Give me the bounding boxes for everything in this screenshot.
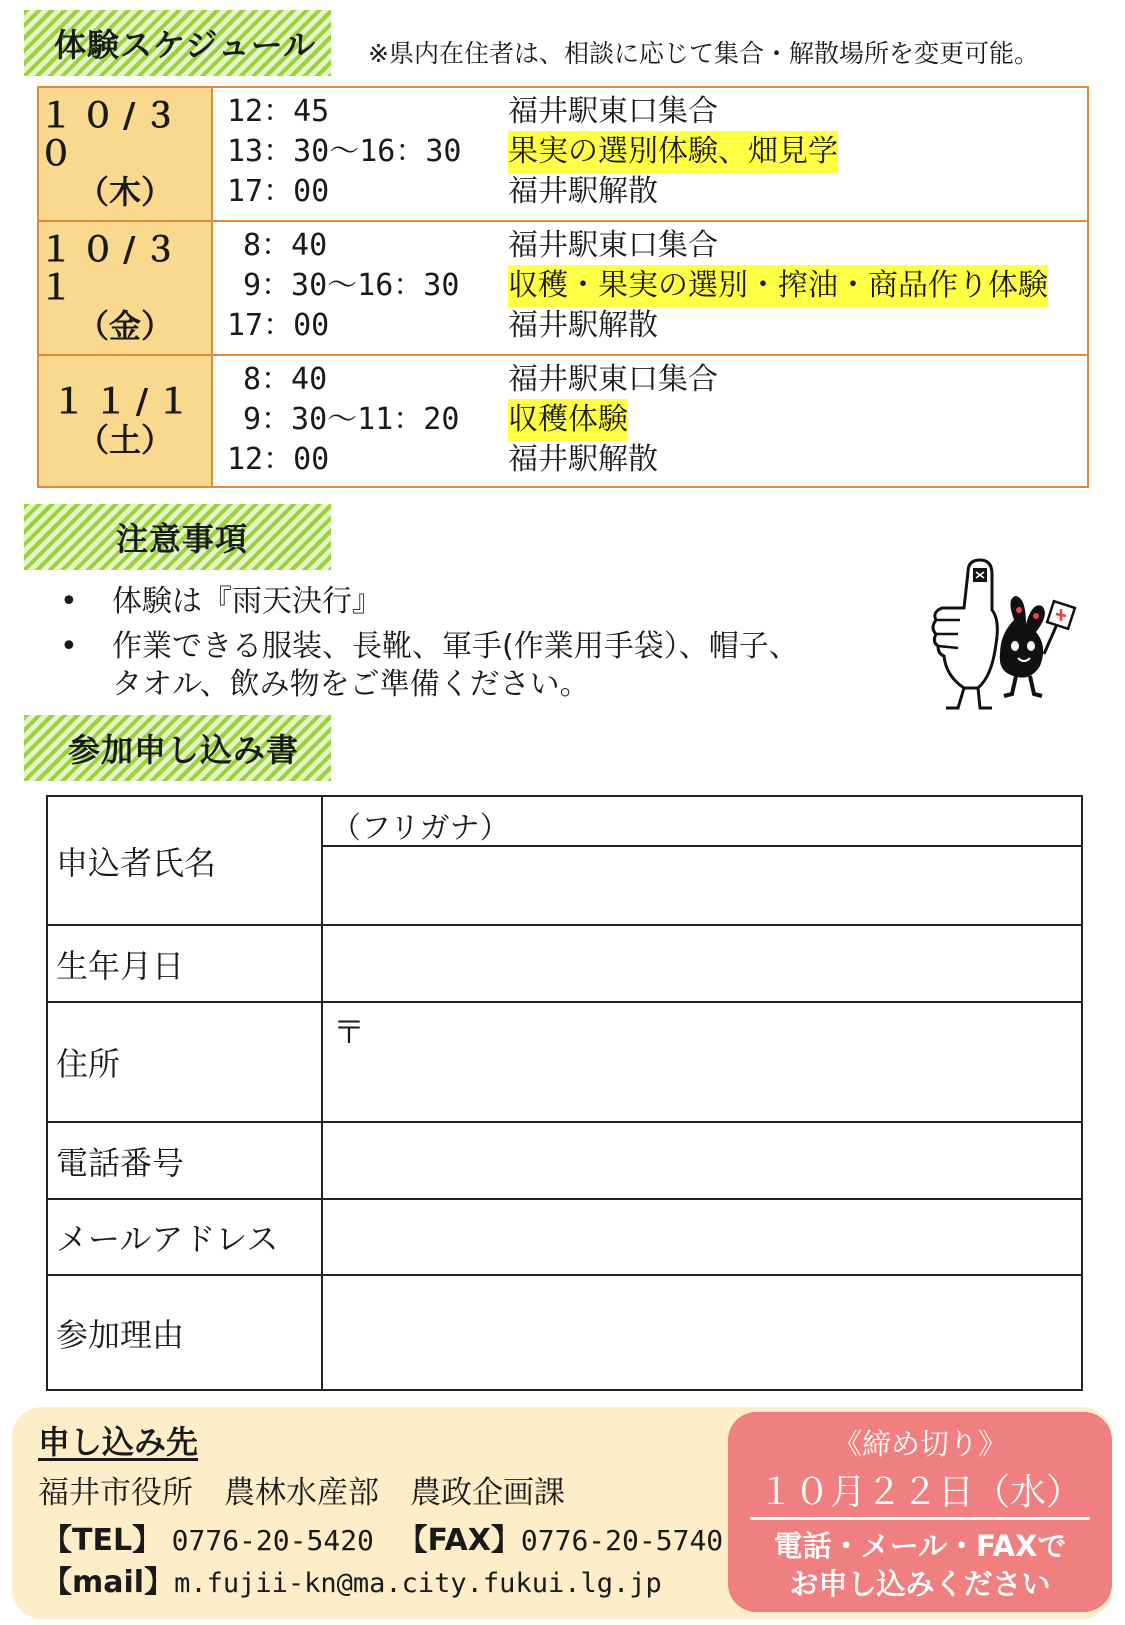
schedule-row-day3 — [39, 356, 1087, 486]
schedule-date: １０/３１ — [39, 230, 186, 308]
deadline-line1: 電話・メール・FAXで — [773, 1529, 1067, 1563]
schedule-row-day2 — [39, 222, 1087, 356]
schedule-date: １０/３０ — [39, 96, 186, 174]
bullet: • — [60, 584, 78, 619]
schedule-activity: 福井駅東口集合 — [508, 228, 718, 263]
schedule-date: １１/１ — [51, 382, 199, 422]
schedule-note: ※県内在住者は、相談に応じて集合・解散場所を変更可能。 — [368, 39, 1039, 68]
schedule-item — [213, 225, 1087, 267]
schedule-time: 12：45 — [227, 94, 330, 129]
schedule-heading-text: 体験スケジュール — [54, 26, 317, 64]
schedule-item — [213, 265, 1087, 307]
notice-text: タオル、飲み物をご準備ください。 — [112, 667, 590, 702]
schedule-items — [213, 88, 1087, 220]
schedule-date-cell — [39, 222, 213, 354]
schedule-table — [37, 86, 1089, 488]
notice-text: 作業できる服装、長靴、軍手(作業用手袋）、帽子、 — [112, 629, 799, 664]
mail-link[interactable]: m.fujii-kn@ma.city.fukui.lg.jp — [174, 1568, 662, 1599]
schedule-time: 9：30〜16：30 — [243, 268, 460, 303]
schedule-activity: 福井駅解散 — [508, 308, 658, 343]
schedule-activity-highlight: 収穫体験 — [508, 399, 628, 441]
schedule-time: 8：40 — [243, 362, 328, 397]
birthdate-label: 生年月日 — [48, 926, 323, 1001]
schedule-item — [213, 439, 1087, 481]
birthdate-field[interactable] — [323, 926, 1081, 1001]
notice-text: 体験は『雨天決行』 — [112, 584, 382, 619]
schedule-items — [213, 222, 1087, 354]
contact-heading: 申し込み先 — [38, 1423, 199, 1461]
name-field[interactable] — [323, 847, 1081, 924]
schedule-activity: 福井駅解散 — [508, 174, 658, 209]
form-heading — [24, 715, 331, 781]
contact-org: 福井市役所 農林水産部 農政企画課 — [38, 1475, 565, 1511]
schedule-row-day1 — [39, 88, 1087, 222]
schedule-item — [213, 91, 1087, 133]
form-row-address — [48, 1003, 1081, 1123]
schedule-time: 9：30〜11：20 — [243, 402, 460, 437]
phone-field[interactable] — [323, 1123, 1081, 1198]
schedule-activity-highlight: 収穫・果実の選別・搾油・商品作り体験 — [508, 265, 1048, 307]
deadline-line2: お申し込みください — [789, 1567, 1051, 1601]
schedule-time: 13：30〜16：30 — [227, 134, 462, 169]
bullet: • — [60, 629, 78, 664]
form-row-email — [48, 1200, 1081, 1276]
thumbs-up-mascot-icon — [918, 558, 1078, 714]
notice-heading-text: 注意事項 — [116, 520, 249, 558]
address-field[interactable] — [323, 1003, 1081, 1121]
name-label: 申込者氏名 — [48, 797, 323, 924]
schedule-weekday: （木） — [76, 173, 173, 211]
schedule-time: 17：00 — [227, 308, 330, 343]
postal-mark: 〒 — [333, 1013, 366, 1051]
mail-label: 【mail】 — [42, 1565, 175, 1600]
schedule-date-cell — [39, 356, 213, 486]
contact-tel-fax — [42, 1515, 723, 1559]
application-form — [46, 795, 1083, 1391]
schedule-item — [213, 171, 1087, 213]
schedule-activity-highlight: 果実の選別体験、畑見学 — [508, 131, 838, 173]
fax-label: 【FAX】 — [397, 1523, 521, 1558]
schedule-time: 17：00 — [227, 174, 330, 209]
tel-label: 【TEL】 — [42, 1523, 163, 1558]
name-value-cell — [323, 797, 1081, 924]
form-row-name — [48, 797, 1081, 926]
reason-label: 参加理由 — [48, 1276, 323, 1389]
deadline-box — [728, 1412, 1112, 1612]
form-row-phone — [48, 1123, 1081, 1200]
form-row-birthdate — [48, 926, 1081, 1003]
form-row-reason — [48, 1276, 1081, 1389]
schedule-item — [213, 305, 1087, 347]
schedule-weekday: （土） — [76, 421, 173, 459]
schedule-activity: 福井駅解散 — [508, 442, 658, 477]
schedule-activity: 福井駅東口集合 — [508, 362, 718, 397]
schedule-item — [213, 399, 1087, 441]
notice-heading — [24, 504, 331, 570]
fax-number[interactable]: 0776-20-5740 — [520, 1524, 724, 1557]
address-label: 住所 — [48, 1003, 323, 1121]
schedule-time: 12：00 — [227, 442, 330, 477]
email-field[interactable] — [323, 1200, 1081, 1274]
schedule-date-cell — [39, 88, 213, 220]
schedule-item — [213, 131, 1087, 173]
notice-item — [60, 627, 880, 707]
reason-field[interactable] — [323, 1276, 1081, 1389]
furigana-field[interactable] — [323, 797, 1081, 847]
deadline-date: １０月２２日（水） — [750, 1464, 1090, 1520]
schedule-activity: 福井駅東口集合 — [508, 94, 718, 129]
deadline-label: 《締め切り》 — [832, 1427, 1007, 1461]
furigana-label: （フリガナ） — [331, 811, 510, 846]
phone-label: 電話番号 — [48, 1123, 323, 1198]
contact-mail — [42, 1557, 662, 1601]
schedule-items — [213, 356, 1087, 486]
email-label: メールアドレス — [48, 1200, 323, 1274]
schedule-item — [213, 359, 1087, 401]
schedule-weekday: （金） — [76, 307, 173, 345]
tel-number[interactable]: 0776-20-5420 — [171, 1524, 374, 1557]
schedule-heading — [24, 10, 331, 76]
form-heading-text: 参加申し込み書 — [68, 731, 300, 769]
schedule-time: 8：40 — [243, 228, 328, 263]
notice-item — [60, 582, 860, 622]
